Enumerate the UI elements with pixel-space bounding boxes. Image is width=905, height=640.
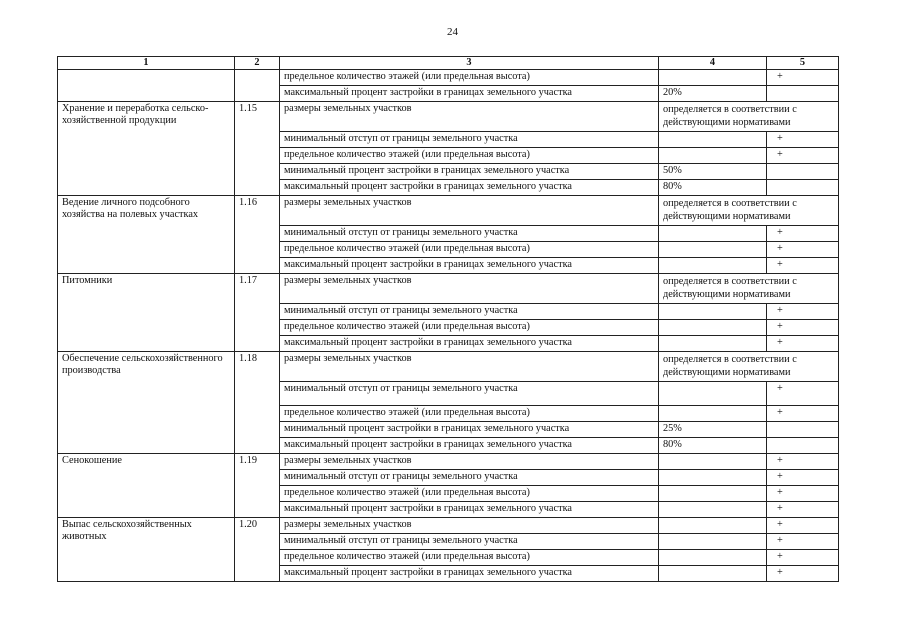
parameter-cell: минимальный отступ от границы земельного участка: [280, 304, 659, 320]
table-row: [58, 102, 839, 132]
use-code-cell: 1.18: [235, 352, 280, 454]
table-row: [58, 196, 839, 226]
parameter-cell: размеры земельных участков: [280, 518, 659, 534]
parameter-cell: размеры земельных участков: [280, 102, 659, 132]
mark-cell: +: [767, 382, 839, 406]
table-row: [58, 274, 839, 304]
use-name-cell: [58, 70, 235, 102]
mark-cell: +: [767, 454, 839, 470]
value-cell: [659, 470, 767, 486]
table-row: [58, 518, 839, 534]
mark-cell: +: [767, 226, 839, 242]
mark-cell: +: [767, 502, 839, 518]
parameter-cell: предельное количество этажей (или предельная высота): [280, 242, 659, 258]
parameter-cell: предельное количество этажей (или предельная высота): [280, 320, 659, 336]
mark-cell: +: [767, 518, 839, 534]
value-cell: 20%: [659, 86, 767, 102]
mark-cell: [767, 164, 839, 180]
value-cell: 80%: [659, 180, 767, 196]
parameter-cell: минимальный процент застройки в границах земельного участка: [280, 164, 659, 180]
mark-cell: [767, 180, 839, 196]
value-cell: [659, 502, 767, 518]
mark-cell: +: [767, 320, 839, 336]
norm-value-cell: определяется в соответствии с действующими нормативами: [659, 196, 839, 226]
parameter-cell: предельное количество этажей (или предельная высота): [280, 550, 659, 566]
value-cell: [659, 518, 767, 534]
parameter-cell: максимальный процент застройки в границах земельного участка: [280, 566, 659, 582]
norm-value-cell: определяется в соответствии с действующими нормативами: [659, 352, 839, 382]
parameter-cell: минимальный отступ от границы земельного участка: [280, 132, 659, 148]
value-cell: [659, 550, 767, 566]
parameter-cell: минимальный отступ от границы земельного участка: [280, 382, 659, 406]
value-cell: [659, 304, 767, 320]
parameter-cell: размеры земельных участков: [280, 454, 659, 470]
page-number: 24: [447, 26, 458, 38]
parameter-cell: максимальный процент застройки в границах земельного участка: [280, 258, 659, 274]
use-name-cell: Сенокошение: [58, 454, 235, 518]
table-row: [58, 352, 839, 382]
use-name-cell: Питомники: [58, 274, 235, 352]
parameter-cell: предельное количество этажей (или предельная высота): [280, 406, 659, 422]
mark-cell: [767, 438, 839, 454]
mark-cell: +: [767, 550, 839, 566]
use-name-cell: Ведение личного подсобного хозяйства на полевых участках: [58, 196, 235, 274]
value-cell: [659, 454, 767, 470]
value-cell: [659, 70, 767, 86]
mark-cell: +: [767, 470, 839, 486]
table-row: [58, 454, 839, 470]
use-name-cell: Выпас сельскохозяйственных животных: [58, 518, 235, 582]
use-code-cell: 1.17: [235, 274, 280, 352]
use-code-cell: 1.16: [235, 196, 280, 274]
parameter-cell: предельное количество этажей (или предельная высота): [280, 148, 659, 164]
value-cell: [659, 486, 767, 502]
value-cell: [659, 406, 767, 422]
value-cell: 25%: [659, 422, 767, 438]
value-cell: [659, 336, 767, 352]
parameter-cell: минимальный отступ от границы земельного участка: [280, 470, 659, 486]
parameter-cell: размеры земельных участков: [280, 352, 659, 382]
parameter-cell: максимальный процент застройки в границах земельного участка: [280, 336, 659, 352]
mark-cell: +: [767, 486, 839, 502]
parameter-cell: минимальный отступ от границы земельного участка: [280, 226, 659, 242]
table-body: [58, 70, 839, 582]
regulations-table: [57, 56, 839, 582]
mark-cell: +: [767, 70, 839, 86]
parameter-cell: предельное количество этажей (или предельная высота): [280, 70, 659, 86]
table-row: [58, 70, 839, 86]
value-cell: [659, 320, 767, 336]
use-name-cell: Хранение и переработка сельско-хозяйственной продукции: [58, 102, 235, 196]
mark-cell: [767, 422, 839, 438]
mark-cell: +: [767, 132, 839, 148]
parameter-cell: размеры земельных участков: [280, 274, 659, 304]
mark-cell: +: [767, 534, 839, 550]
use-code-cell: 1.15: [235, 102, 280, 196]
value-cell: 80%: [659, 438, 767, 454]
mark-cell: +: [767, 258, 839, 274]
parameter-cell: размеры земельных участков: [280, 196, 659, 226]
parameter-cell: максимальный процент застройки в границах земельного участка: [280, 502, 659, 518]
parameter-cell: максимальный процент застройки в границах земельного участка: [280, 86, 659, 102]
header-col-1: 1: [58, 57, 235, 70]
use-name-cell: Обеспечение сельскохозяйственного производства: [58, 352, 235, 454]
mark-cell: [767, 86, 839, 102]
use-code-cell: [235, 70, 280, 102]
value-cell: [659, 382, 767, 406]
use-code-cell: 1.19: [235, 454, 280, 518]
value-cell: [659, 242, 767, 258]
header-col-2: 2: [235, 57, 280, 70]
header-col-5: 5: [767, 57, 839, 70]
value-cell: [659, 132, 767, 148]
mark-cell: +: [767, 148, 839, 164]
mark-cell: +: [767, 406, 839, 422]
value-cell: [659, 566, 767, 582]
parameter-cell: максимальный процент застройки в границах земельного участка: [280, 180, 659, 196]
header-row: [58, 57, 839, 70]
value-cell: [659, 226, 767, 242]
parameter-cell: максимальный процент застройки в границах земельного участка: [280, 438, 659, 454]
header-col-3: 3: [280, 57, 659, 70]
norm-value-cell: определяется в соответствии с действующими нормативами: [659, 102, 839, 132]
mark-cell: +: [767, 566, 839, 582]
value-cell: [659, 534, 767, 550]
parameter-cell: предельное количество этажей (или предельная высота): [280, 486, 659, 502]
parameter-cell: минимальный процент застройки в границах земельного участка: [280, 422, 659, 438]
value-cell: [659, 148, 767, 164]
mark-cell: +: [767, 336, 839, 352]
value-cell: 50%: [659, 164, 767, 180]
parameter-cell: минимальный отступ от границы земельного участка: [280, 534, 659, 550]
header-col-4: 4: [659, 57, 767, 70]
use-code-cell: 1.20: [235, 518, 280, 582]
value-cell: [659, 258, 767, 274]
norm-value-cell: определяется в соответствии с действующими нормативами: [659, 274, 839, 304]
mark-cell: +: [767, 242, 839, 258]
mark-cell: +: [767, 304, 839, 320]
